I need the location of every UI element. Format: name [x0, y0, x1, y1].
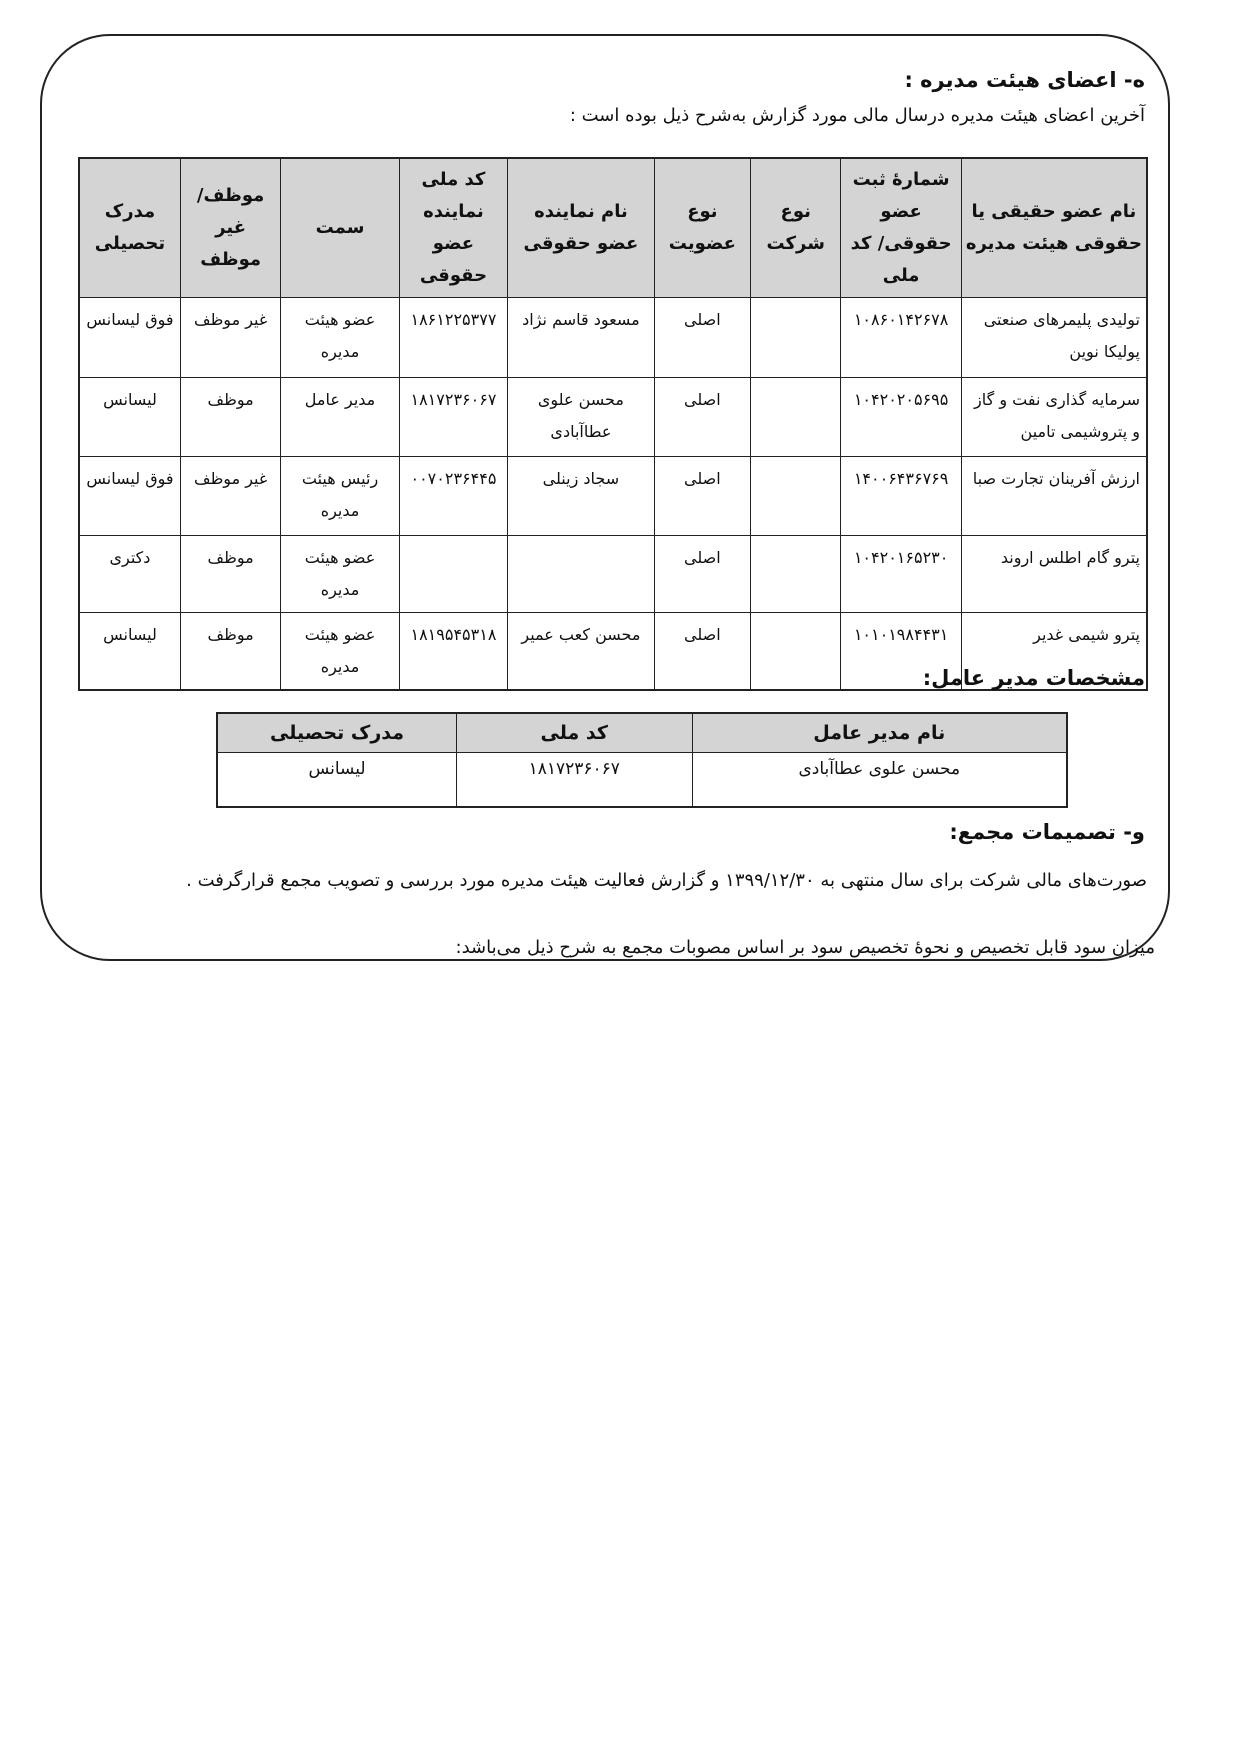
ceo-col-degree: مدرک تحصیلی	[217, 713, 456, 753]
cell-duty: غیر موظف	[180, 457, 280, 536]
col-header-degree: مدرک تحصیلی	[79, 158, 180, 298]
cell-position: عضو هیئت مدیره	[281, 536, 399, 613]
ceo-col-national-id: کد ملی	[456, 713, 692, 753]
cell-rep-id: ۰۰۷۰۲۳۶۴۴۵	[399, 457, 507, 536]
cell-degree: لیسانس	[79, 613, 180, 691]
table-header-row	[79, 158, 1147, 298]
cell-degree: دکتری	[79, 536, 180, 613]
cell-duty: موظف	[180, 536, 280, 613]
col-header-rep-id: کد ملی نماینده عضو حقوقی	[399, 158, 507, 298]
col-header-reg-id: شمارهٔ ثبت عضو حقوقی/ کد ملی	[841, 158, 961, 298]
cell-company-type	[751, 298, 841, 378]
col-header-position: سمت	[281, 158, 399, 298]
col-header-name: نام عضو حقیقی یا حقوقی هیئت مدیره	[961, 158, 1147, 298]
cell-membership: اصلی	[654, 457, 750, 536]
col-header-company-type: نوع شرکت	[751, 158, 841, 298]
table-row	[217, 753, 1067, 808]
cell-name: پترو شیمی غدیر	[961, 613, 1147, 691]
col-header-rep-name: نام نماینده عضو حقوقی	[508, 158, 655, 298]
cell-membership: اصلی	[654, 378, 750, 457]
cell-company-type	[751, 613, 841, 691]
cell-rep-id: ۱۸۱۷۲۳۶۰۶۷	[399, 378, 507, 457]
col-header-duty: موظف/غیر موظف	[180, 158, 280, 298]
ceo-table	[216, 712, 1068, 808]
ceo-heading: مشخصات مدیر عامل:	[922, 666, 1145, 690]
cell-name: سرمایه گذاری نفت و گاز و پتروشیمی تامین	[961, 378, 1147, 457]
ceo-cell-name: محسن علوی عطاآبادی	[692, 753, 1067, 808]
cell-reg-id: ۱۰۴۲۰۱۶۵۲۳۰	[841, 536, 961, 613]
cell-reg-id: ۱۴۰۰۶۴۳۶۷۶۹	[841, 457, 961, 536]
cell-duty: موظف	[180, 613, 280, 691]
profit-allocation-text: میزان سود قابل تخصیص و نحوهٔ تخصیص سود بر اساس مصوبات مجمع به شرح ذیل می‌باشد:	[455, 937, 1155, 958]
cell-rep-name	[508, 536, 655, 613]
col-header-membership: نوع عضویت	[654, 158, 750, 298]
cell-position: عضو هیئت مدیره	[281, 613, 399, 691]
cell-rep-name: مسعود قاسم نژاد	[508, 298, 655, 378]
cell-duty: موظف	[180, 378, 280, 457]
cell-reg-id: ۱۰۸۶۰۱۴۲۶۷۸	[841, 298, 961, 378]
cell-rep-id	[399, 536, 507, 613]
decisions-text: صورت‌های مالی شرکت برای سال منتهی به ۱۳۹۹/۱۲/۳۰ و گزارش فعالیت هیئت مدیره مورد بررسی و تصویب مجمع قرارگرفت .	[186, 870, 1147, 891]
table-row	[79, 536, 1147, 613]
ceo-header-row	[217, 713, 1067, 753]
cell-rep-id: ۱۸۶۱۲۲۵۳۷۷	[399, 298, 507, 378]
cell-company-type	[751, 457, 841, 536]
cell-name: پترو گام اطلس اروند	[961, 536, 1147, 613]
cell-rep-id: ۱۸۱۹۵۴۵۳۱۸	[399, 613, 507, 691]
table-row	[79, 298, 1147, 378]
table-row	[79, 457, 1147, 536]
cell-position: رئیس هیئت مدیره	[281, 457, 399, 536]
cell-rep-name: محسن علوی عطاآبادی	[508, 378, 655, 457]
cell-position: مدیر عامل	[281, 378, 399, 457]
cell-reg-id: ۱۰۱۰۱۹۸۴۴۳۱	[841, 613, 961, 691]
table-row	[79, 378, 1147, 457]
decisions-heading: و- تصمیمات مجمع:	[949, 820, 1145, 844]
cell-position: عضو هیئت مدیره	[281, 298, 399, 378]
cell-duty: غیر موظف	[180, 298, 280, 378]
cell-company-type	[751, 536, 841, 613]
cell-name: تولیدی پلیمرهای صنعتی پولیکا نوین	[961, 298, 1147, 378]
cell-company-type	[751, 378, 841, 457]
cell-membership: اصلی	[654, 536, 750, 613]
ceo-cell-national-id: ۱۸۱۷۲۳۶۰۶۷	[456, 753, 692, 808]
cell-name: ارزش آفرینان تجارت صبا	[961, 457, 1147, 536]
cell-reg-id: ۱۰۴۲۰۲۰۵۶۹۵	[841, 378, 961, 457]
cell-degree: لیسانس	[79, 378, 180, 457]
ceo-cell-degree: لیسانس	[217, 753, 456, 808]
board-members-table	[78, 157, 1148, 691]
board-intro: آخرین اعضای هیئت مدیره درسال مالی مورد گزارش به‌شرح ذیل بوده است :	[569, 105, 1145, 126]
cell-degree: فوق لیسانس	[79, 457, 180, 536]
board-heading: ه- اعضای هیئت مدیره :	[904, 68, 1145, 92]
cell-rep-name: سجاد زینلی	[508, 457, 655, 536]
cell-membership: اصلی	[654, 298, 750, 378]
cell-degree: فوق لیسانس	[79, 298, 180, 378]
cell-rep-name: محسن کعب عمیر	[508, 613, 655, 691]
ceo-col-name: نام مدیر عامل	[692, 713, 1067, 753]
cell-membership: اصلی	[654, 613, 750, 691]
